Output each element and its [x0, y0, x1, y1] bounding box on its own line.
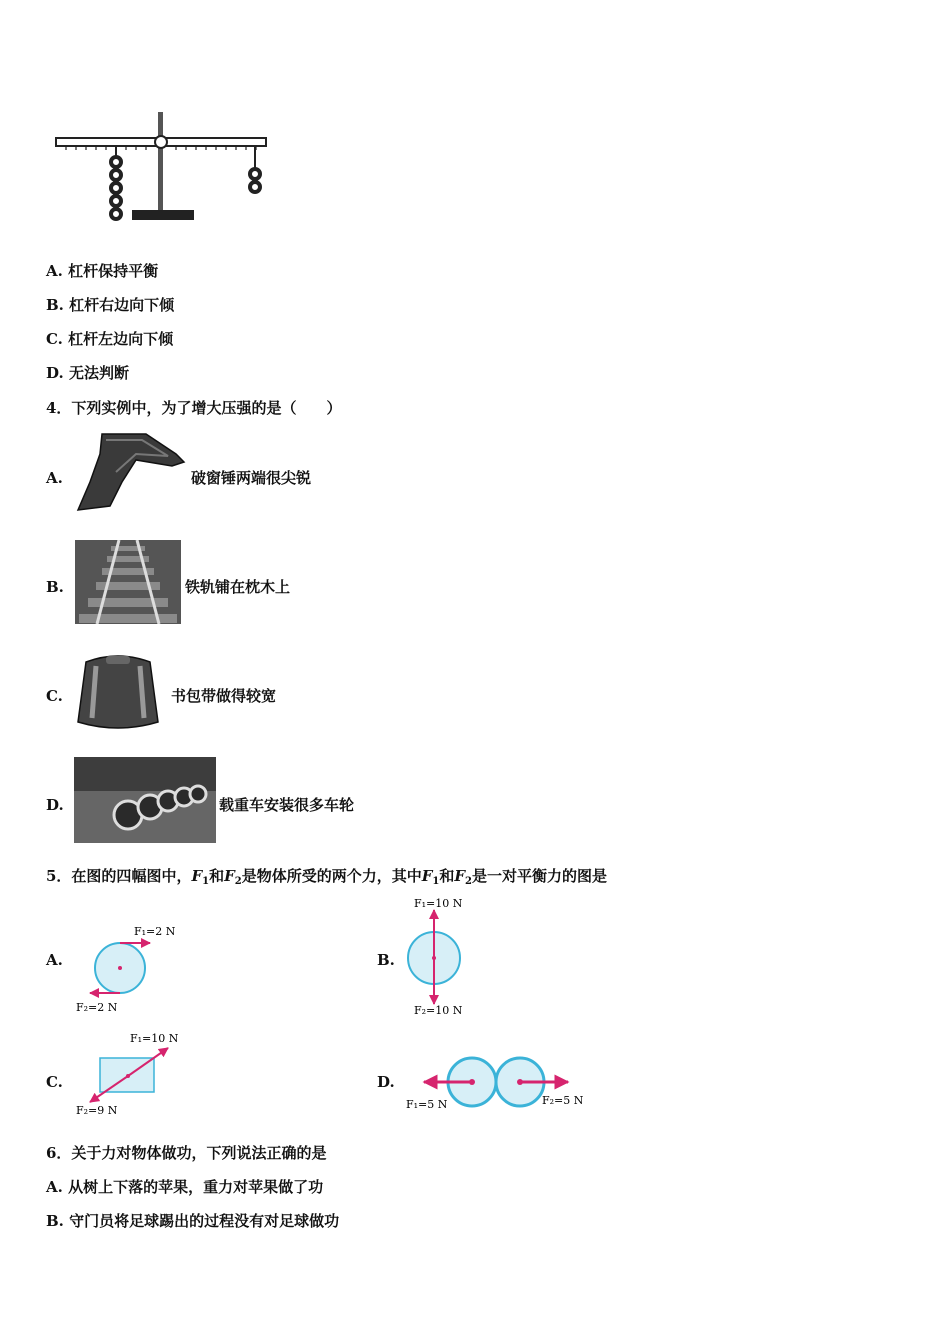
q5-c-f1-label: F₁=10 N [130, 1032, 179, 1045]
q3-option-c: C. 杠杆左边向下倾 [46, 330, 174, 348]
q4-stem: 4．下列实例中，为了增大压强的是（ ） [46, 399, 342, 417]
q4-option-b-label: B. [46, 578, 64, 596]
hammer-photo [76, 432, 186, 512]
q5-figure-d [402, 1050, 592, 1116]
lever-figure [52, 110, 272, 230]
railway-photo [75, 540, 181, 624]
q3-option-d: D. 无法判断 [46, 364, 129, 382]
q5-option-d-label: D. [377, 1073, 395, 1091]
q5-b-f2-label: F₂=10 N [414, 1004, 463, 1017]
q5-stem: 5．在图的四幅图中，$F_1$和$F_2$是物体所受的两个力，其中$F_1$和$F_2$是一对平衡力的图是 [46, 867, 608, 887]
q5-d-f2-label: F₂=5 N [542, 1094, 584, 1107]
q5-a-f2-label: F₂=2 N [76, 1001, 118, 1014]
q5-option-b-label: B. [377, 951, 395, 969]
q4-option-c-label: C. [46, 687, 63, 705]
q4-option-d-label: D. [46, 796, 64, 814]
q6-stem: 6．关于力对物体做功，下列说法正确的是 [46, 1144, 327, 1162]
backpack-photo [72, 652, 164, 732]
truck-photo [74, 757, 216, 843]
q5-b-f1-label: F₁=10 N [414, 897, 463, 910]
q4-option-c-text: 书包带做得较宽 [171, 687, 277, 705]
q5-figure-c [72, 1030, 192, 1120]
q6-option-a: A. 从树上下落的苹果，重力对苹果做了功 [46, 1178, 324, 1196]
q5-option-c-label: C. [46, 1073, 63, 1091]
q4-option-a-label: A. [46, 469, 63, 487]
q5-c-f2-label: F₂=9 N [76, 1104, 118, 1117]
q6-option-b: B. 守门员将足球踢出的过程没有对足球做功 [46, 1212, 340, 1230]
q5-figure-a [72, 920, 192, 1018]
q3-option-b: B. 杠杆右边向下倾 [46, 296, 175, 314]
q4-option-a-text: 破窗锤两端很尖锐 [191, 469, 312, 487]
q4-option-b-text: 铁轨铺在枕木上 [185, 578, 291, 596]
q4-option-d-text: 载重车安装很多车轮 [219, 796, 355, 814]
q5-figure-b [402, 896, 492, 1018]
q5-option-a-label: A. [46, 951, 63, 969]
q3-option-a: A. 杠杆保持平衡 [46, 262, 159, 280]
q5-d-f1-label: F₁=5 N [406, 1098, 448, 1111]
q5-a-f1-label: F₁=2 N [134, 925, 176, 938]
